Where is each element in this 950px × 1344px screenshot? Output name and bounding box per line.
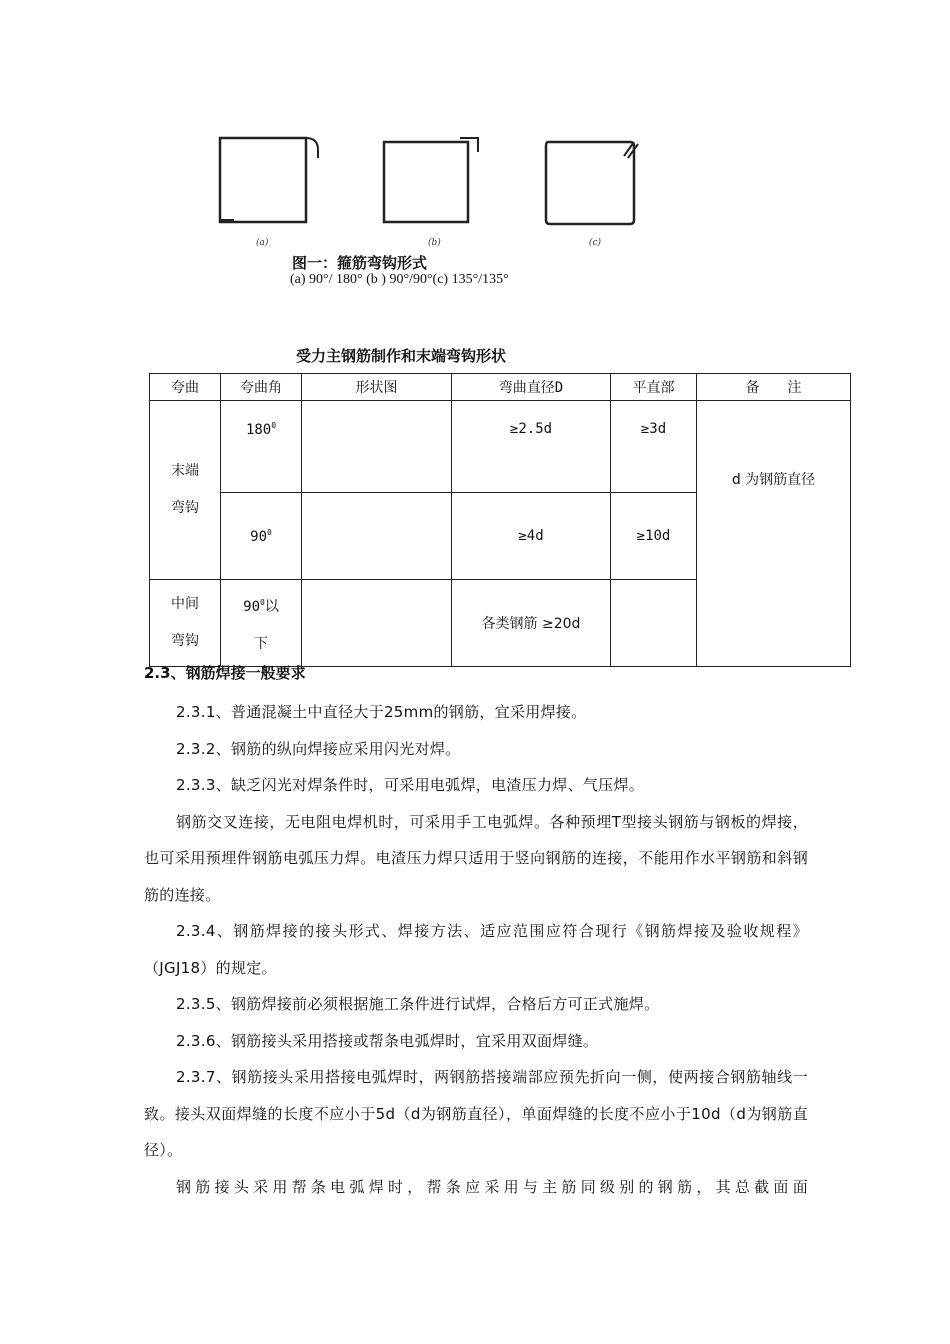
group-label-line: 末端: [171, 463, 199, 479]
paragraph: 钢筋接头采用帮条电弧焊时，帮条应采用与主筋同级别的钢筋，其总截面面: [176, 1177, 808, 1196]
section-heading: 2.3、钢筋焊接一般要求: [144, 664, 306, 682]
degree-mark: 0: [267, 527, 272, 537]
angle-value: 180: [245, 422, 272, 438]
angle-line: 下: [254, 635, 268, 652]
header-cell: 夸曲: [150, 374, 221, 401]
section-body: [144, 694, 808, 1205]
remark-cell: d 为钢筋直径: [697, 401, 851, 667]
angle-cell: [221, 580, 302, 667]
shape-cell: [302, 493, 452, 580]
paragraph: 2.3.5、钢筋焊接前必须根据施工条件进行试焊，合格后方可正式施焊。: [176, 995, 660, 1013]
figure-title: 图一：箍筋弯钩形式: [292, 254, 428, 272]
header-cell: 形状图: [302, 374, 452, 401]
paragraph: 2.3.4、钢筋焊接的接头形式、焊接方法、适应范围应符合现行《钢筋焊接及验收规程》（JGJ18）的规定。: [144, 922, 808, 977]
diameter-cell: ≥2.5d: [452, 401, 611, 493]
header-cell: 备 注: [697, 374, 851, 401]
group-label-end-hook: [150, 401, 221, 580]
stirrup-c-drawing: [540, 132, 650, 232]
group-label-line: 中间: [171, 596, 199, 612]
paragraph: 钢筋交叉连接，无电阻电焊机时，可采用手工电弧焊。各种预埋T型接头钢筋与钢板的焊接，也可采用预埋件钢筋电弧压力焊。电渣压力焊只适用于竖向钢筋的连接，不能用作水平钢筋和斜钢筋的连接。: [144, 812, 808, 904]
diameter-cell: ≥4d: [452, 493, 611, 580]
bend-table: [149, 373, 851, 667]
shape-cell: [302, 580, 452, 667]
degree-mark: 0: [260, 597, 265, 607]
group-label-line: 弯钩: [171, 500, 199, 516]
sub-label-c: (c): [589, 238, 602, 248]
paragraph: 2.3.6、钢筋接头采用搭接或帮条电弧焊时，宜采用双面焊缝。: [176, 1031, 599, 1050]
figure-caption: (a) 90°/ 180° (b ) 90°/90°(c) 135°/135°: [290, 272, 509, 287]
paragraph: 2.3.3、缺乏闪光对焊条件时，可采用电弧焊，电渣压力焊、气压焊。: [176, 776, 645, 794]
angle-line: [221, 584, 301, 626]
table-title: 受力主钢筋制作和末端弯钩形状: [296, 347, 507, 365]
group-label-middle-hook: [150, 580, 221, 667]
paragraph: 2.3.7、钢筋接头采用搭接电弧焊时，两钢筋搭接端部应预先折向一侧，使两接合钢筋轴线一致。接头双面焊缝的长度不应小于5d（d为钢筋直径），单面焊缝的长度不应小于10d（d为钢筋直径）。: [144, 1068, 808, 1159]
angle-value: 90: [243, 598, 261, 615]
table-header-row: [150, 374, 851, 401]
degree-mark: 0: [271, 421, 277, 430]
angle-cell: [221, 401, 302, 493]
shape-cell: [302, 401, 452, 493]
sub-label-a: (a): [256, 238, 269, 248]
group-label-line: 弯钩: [171, 633, 199, 649]
header-cell: 平直部: [611, 374, 697, 401]
sub-label-b: (b): [428, 238, 441, 248]
angle-value: 90: [250, 528, 268, 545]
stirrup-b-drawing: [378, 132, 488, 232]
straight-cell: ≥3d: [611, 401, 697, 493]
header-cell: 夸曲角: [221, 374, 302, 401]
angle-cell: [221, 493, 302, 580]
table-row: [150, 401, 851, 493]
stirrup-a-drawing: [214, 132, 324, 232]
angle-suffix: 以: [264, 598, 279, 615]
stirrup-hook-figure: [206, 132, 666, 256]
paragraph: 2.3.1、普通混凝土中直径大于25mm的钢筋，宜采用焊接。: [176, 703, 587, 721]
straight-cell: ≥10d: [611, 493, 697, 580]
straight-cell: [611, 580, 697, 667]
diameter-cell: 各类钢筋 ≥20d: [452, 580, 611, 667]
paragraph: 2.3.2、钢筋的纵向焊接应采用闪光对焊。: [176, 739, 461, 758]
header-cell: 弯曲直径D: [452, 374, 611, 401]
